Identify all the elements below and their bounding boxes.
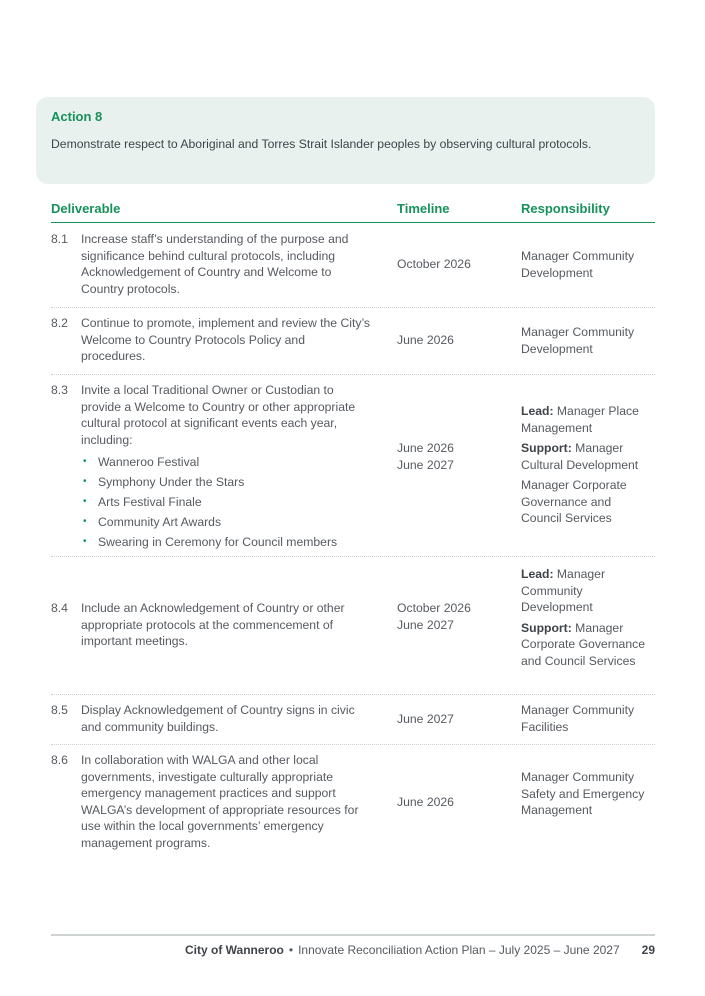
row-timeline [397, 256, 507, 273]
row-responsibility [521, 566, 655, 673]
row-number: 8.3 [51, 383, 68, 397]
lead-value: Manager Community Development [521, 567, 606, 614]
header-responsibility: Responsibility [521, 201, 610, 216]
row-number: 8.5 [51, 703, 68, 717]
table-row [51, 564, 655, 695]
action-summary-box [36, 97, 655, 184]
footer-document-title: Innovate Reconciliation Action Plan – July 2025 – June 2027 [298, 943, 620, 957]
event-item: • Arts Festival Finale [81, 492, 371, 512]
timeline-date: June 2027 [397, 457, 454, 472]
lead-value: Manager Place Management [521, 404, 639, 435]
support-value: Manager Corporate Governance and Council Services [521, 620, 645, 668]
row-responsibility: Manager Community Development [521, 325, 635, 356]
table-row [51, 315, 655, 375]
action-description: Demonstrate respect to Aboriginal and Torres Strait Islander peoples by observing cultural protocols. [51, 137, 592, 151]
page-footer [185, 943, 655, 957]
timeline-date: June 2027 [397, 712, 454, 726]
event-item: • Wanneroo Festival [81, 452, 371, 472]
row-number: 8.4 [51, 601, 68, 615]
timeline-date: June 2026 [397, 795, 454, 809]
lead-label: Lead: [521, 567, 554, 581]
row-timeline [397, 440, 507, 473]
header-deliverable: Deliverable [51, 201, 121, 216]
event-item: • Symphony Under the Stars [81, 472, 371, 492]
support-label: Support: [521, 620, 572, 635]
header-timeline: Timeline [397, 201, 450, 216]
row-deliverable: Include an Acknowledgement of Country or other appropriate protocols at the commencement of important meetings. [81, 601, 345, 648]
timeline-date: June 2026 [397, 441, 454, 455]
support-label: Support: [521, 441, 572, 455]
row-deliverable: Increase staff’s understanding of the purpose and significance behind cultural protocols, including Acknowledgement of Country and Welcome to Country protocols. [81, 232, 349, 296]
row-responsibility: Manager Community Development [521, 249, 635, 280]
table-header [51, 199, 655, 223]
row-number: 8.1 [51, 232, 68, 246]
footer-org: City of Wanneroo [184, 943, 284, 957]
row-deliverable [81, 382, 371, 552]
row-responsibility: Manager Community Safety and Emergency Management [521, 770, 645, 817]
event-item: • Community Art Awards [81, 512, 371, 532]
row-number: 8.2 [51, 316, 68, 330]
footer-divider [51, 934, 655, 936]
row-timeline [397, 600, 507, 633]
timeline-date: October 2026 [397, 257, 471, 271]
event-item: • Swearing in Ceremony for Council members [81, 532, 371, 552]
row-timeline [397, 711, 507, 728]
footer-separator: • [288, 943, 294, 957]
support-value: Manager Cultural Development [521, 441, 639, 472]
table-row [51, 752, 655, 857]
row-deliverable: Continue to promote, implement and review the City’s Welcome to Country Protocols Policy and procedures. [81, 316, 371, 363]
timeline-date: June 2027 [397, 617, 454, 632]
action-title: Action 8 [51, 109, 103, 124]
row-timeline [397, 794, 507, 811]
row-deliverable: In collaboration with WALGA and other local governments, investigate culturally appropriate emergency management practices and support WALGA’s development of appropriate resources for use within the local governments’ emergency management programs. [81, 753, 359, 850]
table-row [51, 702, 655, 745]
table-row [51, 382, 655, 557]
row-timeline [397, 332, 507, 349]
lead-label: Lead: [521, 404, 554, 418]
row-deliverable: Display Acknowledgement of Country signs in civic and community buildings. [81, 703, 355, 734]
table-row [51, 231, 655, 308]
deliverable-text: Invite a local Traditional Owner or Custodian to provide a Welcome to Country or other appropriate cultural protocol at significant events each year, including: [81, 383, 356, 447]
page-number: 29 [641, 943, 655, 957]
timeline-date: June 2026 [397, 333, 454, 347]
timeline-date: October 2026 [397, 601, 471, 615]
event-list [81, 452, 371, 552]
row-responsibility: Manager Community Facilities [521, 703, 635, 734]
support-extra: Manager Corporate Governance and Council Services [521, 478, 627, 525]
row-number: 8.6 [51, 753, 68, 767]
row-responsibility [521, 403, 655, 531]
